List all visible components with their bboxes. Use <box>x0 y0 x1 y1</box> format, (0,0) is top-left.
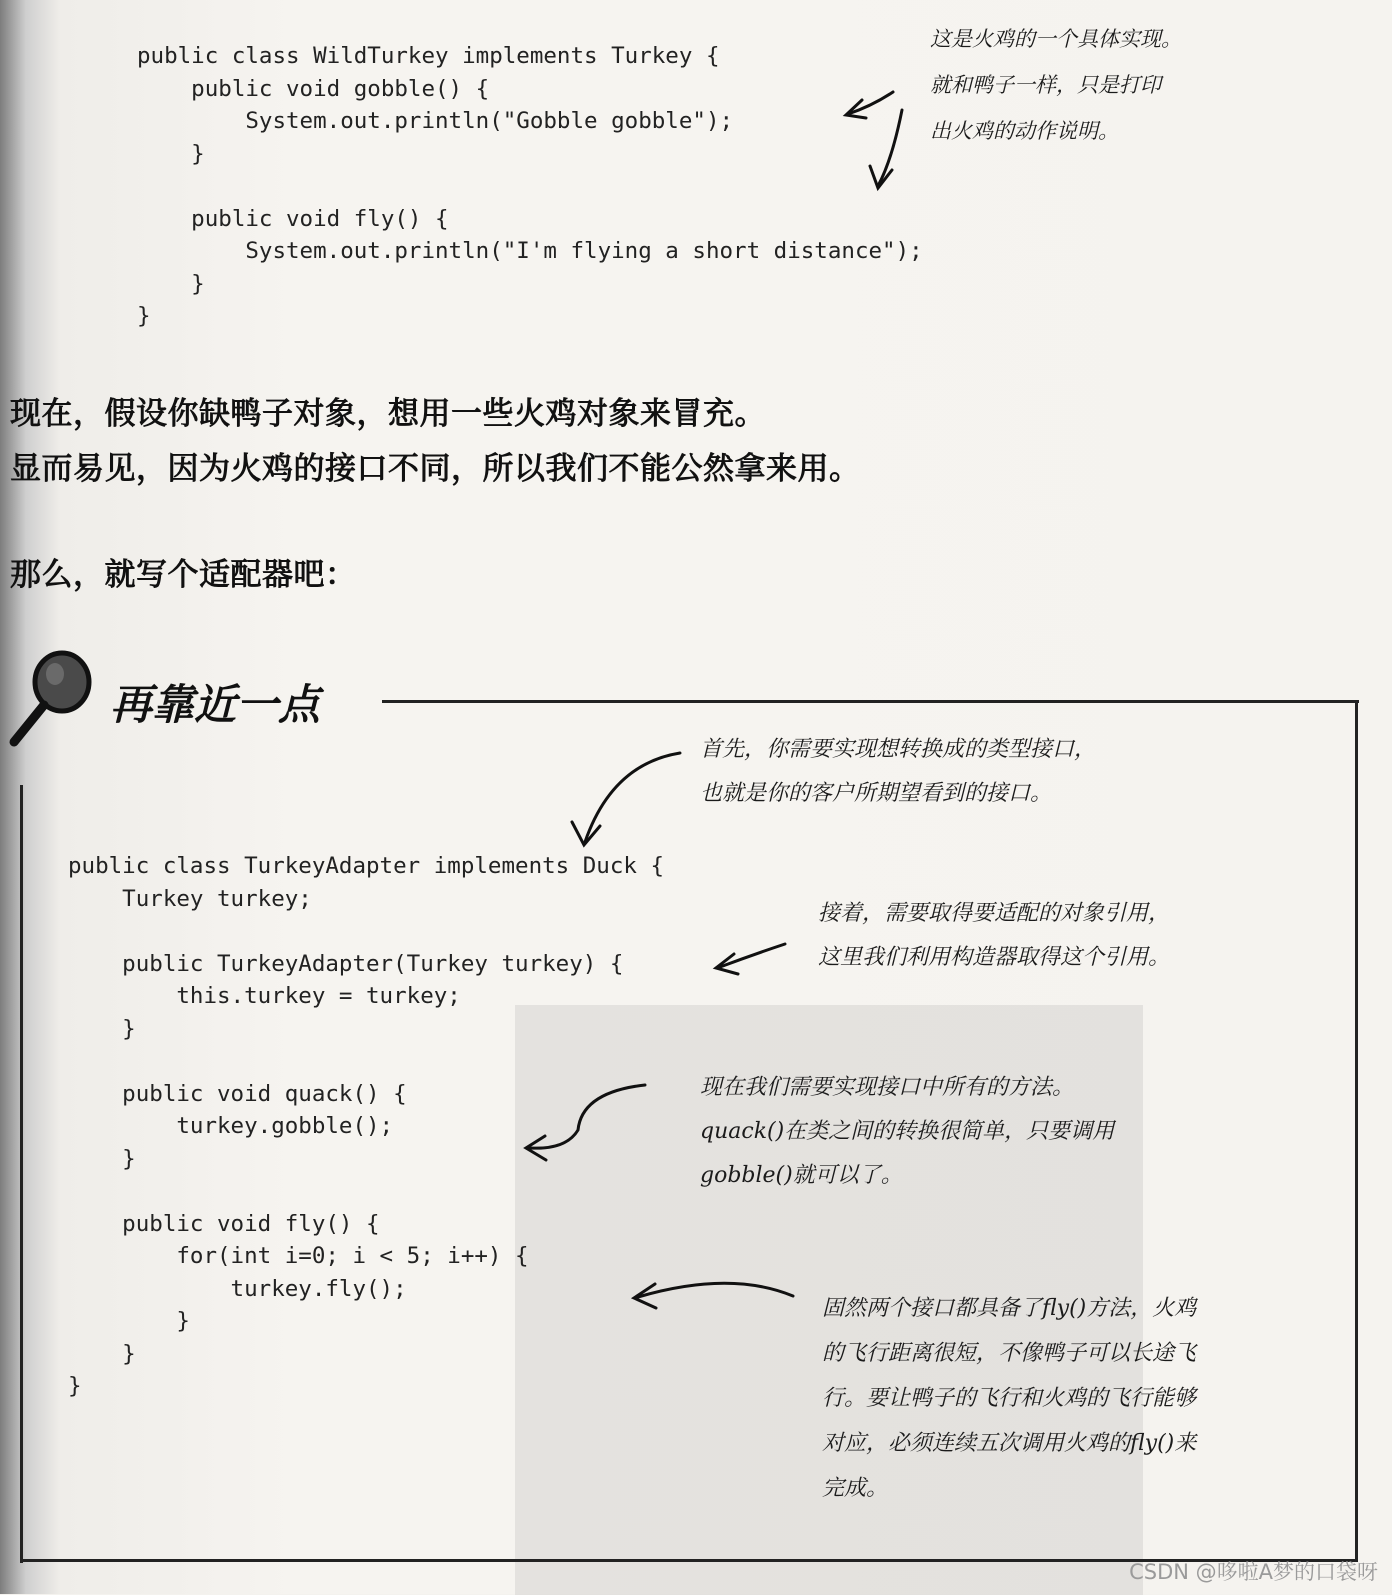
annotation-interface: 首先，你需要实现想转换成的类型接口， 也就是你的客户所期望看到的接口。 <box>700 737 1097 806</box>
annotation-quack: 现在我们需要实现接口中所有的方法。 quack()在类之间的转换很简单，只要调用 gobble()就可以了。 <box>700 1075 1115 1188</box>
prose-line-1: 现在，假设你缺鸭子对象，想用一些火鸡对象来冒充。 <box>10 396 766 432</box>
magnifier-icon <box>14 653 89 742</box>
wild-turkey-note: 这是火鸡的一个具体实现。 就和鸭子一样，只是打印 出火鸡的动作说明。 <box>930 27 1182 143</box>
prose-line-3: 那么，就写个适配器吧： <box>10 557 357 593</box>
annotation-reference: 接着，需要取得要适配的对象引用， 这里我们利用构造器取得这个引用。 <box>818 901 1171 970</box>
closer-look-title: 再靠近一点 <box>110 680 321 729</box>
turkey-adapter-code: public class TurkeyAdapter implements Duck { Turkey turkey; public TurkeyAdapter(Turkey turkey) { this.turkey = turkey; } public void quack() { turkey.gobble(); } public void fly() { for(int i=0; i < 5; i++) { turkey.fly(); } } } <box>68 853 665 1399</box>
watermark: CSDN @哆啦A梦的口袋呀 <box>1129 1560 1378 1584</box>
prose-line-2: 显而易见，因为火鸡的接口不同，所以我们不能公然拿来用。 <box>10 451 861 487</box>
annotation-fly: 固然两个接口都具备了fly()方法，火鸡 的飞行距离很短，不像鸭子可以长途飞 行。要让鸭子的飞行和火鸡的飞行能够 对应，必须连续五次调用火鸡的fly()来 完成。 <box>822 1296 1197 1501</box>
wild-turkey-code: public class WildTurkey implements Turkey { public void gobble() { System.out.println("Gobble gobble"); } public void fly() { System.out.println("I'm flying a short distance"); } } <box>137 43 923 329</box>
